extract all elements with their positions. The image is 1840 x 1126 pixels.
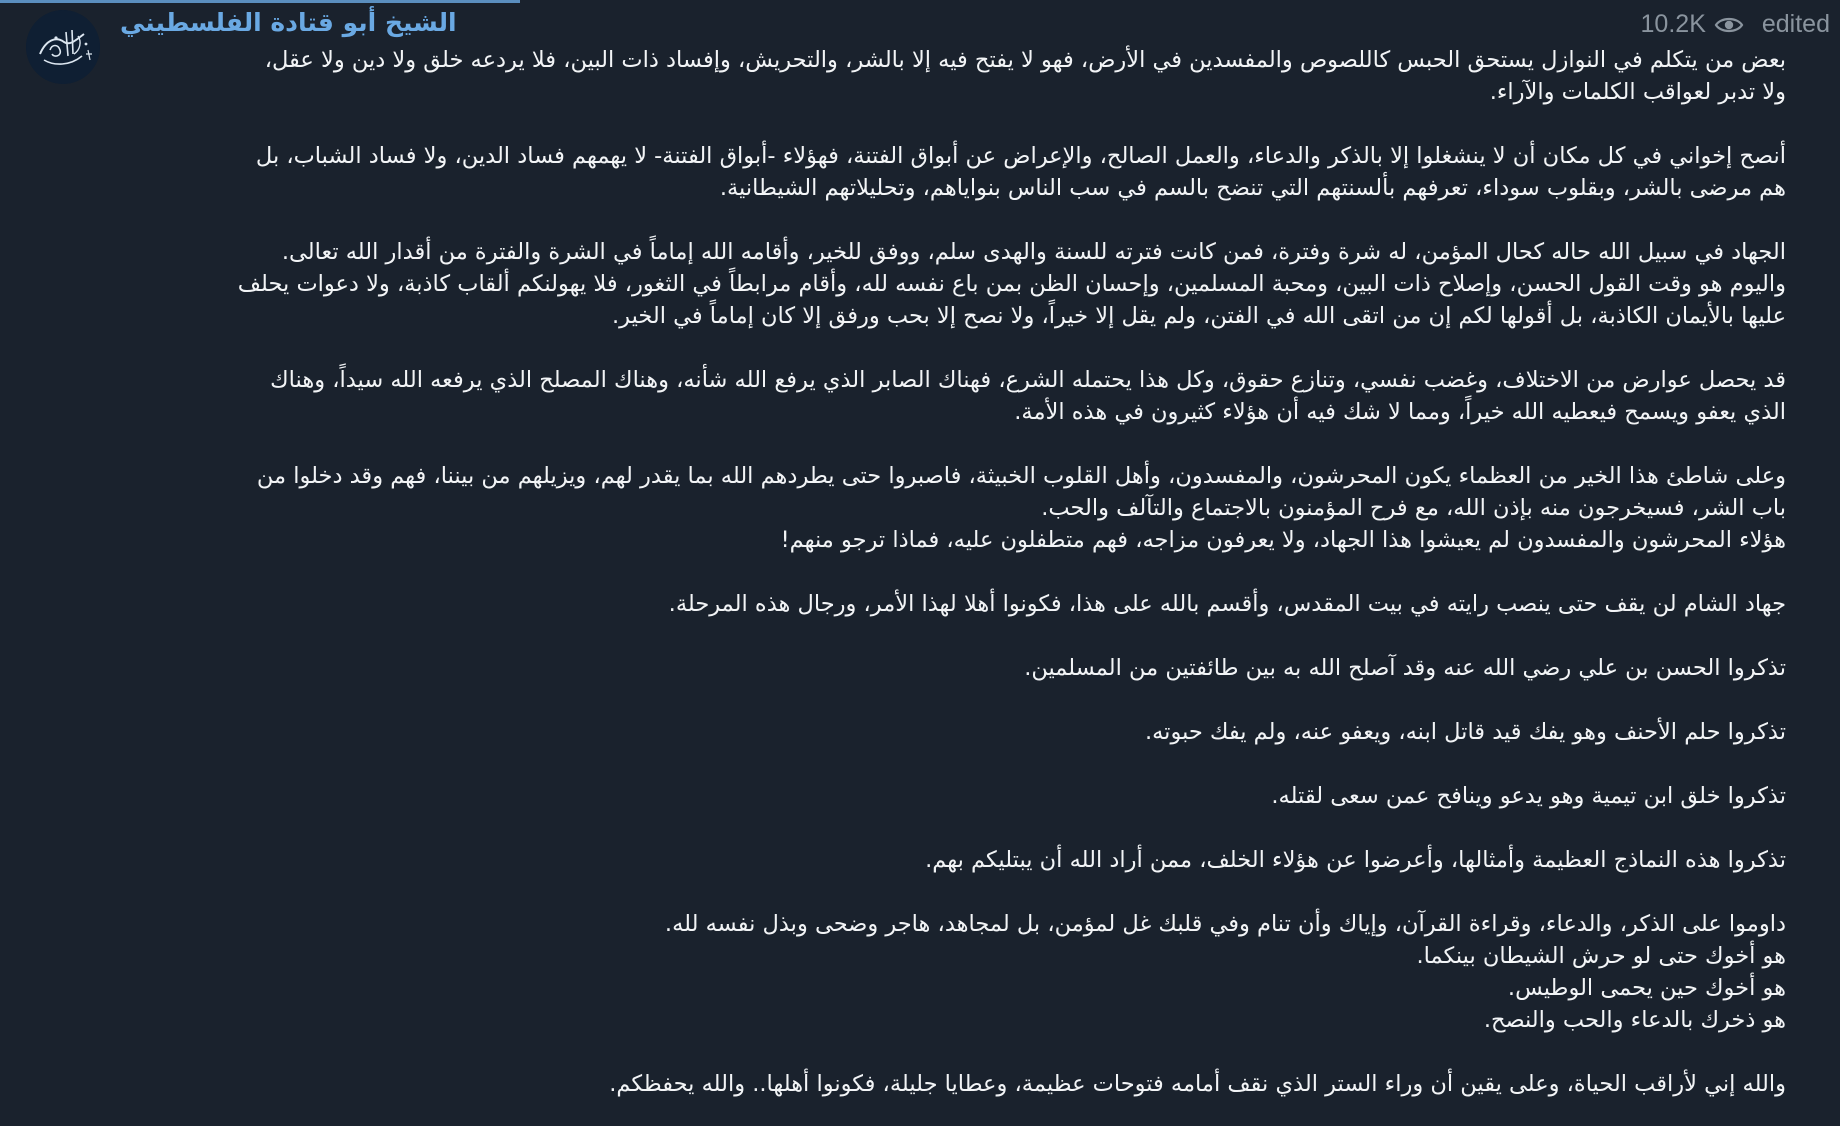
message-paragraph	[120, 844, 1786, 876]
message-line: هم مرضى بالشر، وبقلوب سوداء، تعرفهم بألسنتهم التي تنضح بالسم في سب الناس بنواياهم، وتحليلاتهم الشيطانية.	[719, 175, 1786, 201]
message-line: عليها بالأيمان الكاذبة، بل أقولها لكم إن من اتقى الله في الفتن، ولم يقل إلا خيراً، ولا نصح إلا بحب ورفق إلا كان إماماً في الخير.	[612, 303, 1786, 329]
message-line: الجهاد في سبيل الله حاله كحال المؤمن، له شرة وفترة، فمن كانت فترته للسنة والهدى سلم، ووفق للخير، وأقامه الله إماماً في الشرة والفترة من أقدار الله تعالى.	[281, 239, 1786, 265]
message-line: والله إني لأراقب الحياة، وعلى يقين أن وراء الستر الذي نقف أمامه فتوحات عظيمة، وعطايا جليلة، فكونوا أهلها.. والله يحفظكم.	[609, 1071, 1786, 1097]
message-paragraph	[120, 140, 1786, 204]
message-line: ولا تدبر لعواقب الكلمات والآراء.	[1489, 79, 1786, 105]
edited-label: edited	[1761, 10, 1830, 38]
view-count: 10.2K	[1640, 10, 1706, 38]
message-line: تذكروا حلم الأحنف وهو يفك قيد قاتل ابنه، ويعفو عنه، ولم يفك حبوته.	[1144, 719, 1786, 745]
message-line: هو أخوك حين يحمى الوطيس.	[1507, 975, 1786, 1001]
eye-icon	[1714, 14, 1744, 36]
message-line: الذي يعفو ويسمح فيعطيه الله خيراً، ومما لا شك فيه أن هؤلاء كثيرون في هذه الأمة.	[1014, 399, 1786, 425]
message-line: وعلى شاطئ هذا الخير من العظماء يكون المحرشون، والمفسدون، وأهل القلوب الخبيثة، فاصبروا حتى يطردهم الله بما يقدر لهم، ويزيلهم من بيننا، فهم وقد دخلوا من	[256, 463, 1786, 489]
message-line: هو ذخرك بالدعاء والحب والنصح.	[1483, 1007, 1786, 1033]
message-paragraph	[120, 588, 1786, 620]
message-line: تذكروا خلق ابن تيمية وهو يدعو وينافح عمن سعى لقتله.	[1271, 783, 1786, 809]
top-accent-bar	[0, 0, 520, 3]
message-line: باب الشر، فسيخرجون منه بإذن الله، مع فرح المؤمنون بالاجتماع والتآلف والحب.	[1041, 495, 1786, 521]
message-line: هؤلاء المحرشون والمفسدون لم يعيشوا هذا الجهاد، ولا يعرفون مزاجه، فهم متطفلون عليه، فماذا ترجو منهم!	[780, 527, 1786, 553]
message-paragraph	[120, 652, 1786, 684]
message-paragraph	[120, 364, 1786, 428]
message-paragraph	[120, 716, 1786, 748]
message-line: قد يحصل عوارض من الاختلاف، وغضب نفسي، وتنازع حقوق، وكل هذا يحتمله الشرع، فهناك الصابر الذي يرفع الله شأنه، وهناك المصلح الذي يرفعه الله سيداً، وهناك	[270, 367, 1786, 393]
message-paragraph	[120, 1068, 1786, 1100]
message-line: أنصح إخواني في كل مكان أن لا ينشغلوا إلا بالذكر والدعاء، والعمل الصالح، والإعراض عن أبواق الفتنة، فهؤلاء -أبواق الفتنة- لا يهمهم فساد الدين، ولا فساد الشباب، بل	[255, 143, 1786, 169]
calligraphy-logo-avatar	[26, 10, 100, 84]
message-line: داوموا على الذكر، والدعاء، وقراءة القرآن، وإياك وأن تنام وفي قلبك غل لمؤمن، بل لمجاهد، هاجر وضحى وبذل نفسه لله.	[664, 911, 1786, 937]
message-line: واليوم هو وقت القول الحسن، وإصلاح ذات البين، ومحبة المسلمين، وإحسان الظن بمن باع نفسه لله، وأقام مرابطاً في الثغور، فلا يهولنكم ألقاب كاذبة، ولا دعوات يحلف	[237, 271, 1786, 297]
message-line: هو أخوك حتى لو حرش الشيطان بينكما.	[1416, 943, 1786, 969]
message-paragraph	[120, 780, 1786, 812]
message-line: تذكروا الحسن بن علي رضي الله عنه وقد آصلح الله به بين طائفتين من المسلمين.	[1024, 655, 1786, 681]
message-paragraph	[120, 908, 1786, 1036]
message-paragraph	[120, 236, 1786, 332]
message-text	[120, 44, 1786, 1100]
message-paragraph	[120, 460, 1786, 556]
sender-name[interactable]: الشيخ أبو قتادة الفلسطيني	[120, 8, 457, 37]
message-line: بعض من يتكلم في النوازل يستحق الحبس كاللصوص والمفسدين في الأرض، فهو لا يفتح فيه إلا بالشر، والتحريش، وإفساد ذات البين، فلا يردعه خلق ولا دين ولا عقل،	[264, 47, 1786, 73]
message-line: جهاد الشام لن يقف حتى ينصب رايته في بيت المقدس، وأقسم بالله على هذا، فكونوا أهلا لهذا الأمر، ورجال هذه المرحلة.	[668, 591, 1786, 617]
channel-avatar[interactable]	[26, 10, 100, 84]
post-meta	[1641, 10, 1830, 39]
message-paragraph	[120, 44, 1786, 108]
message-line: تذكروا هذه النماذج العظيمة وأمثالها، وأعرضوا عن هؤلاء الخلف، ممن أراد الله أن يبتليكم بهم.	[925, 847, 1786, 873]
